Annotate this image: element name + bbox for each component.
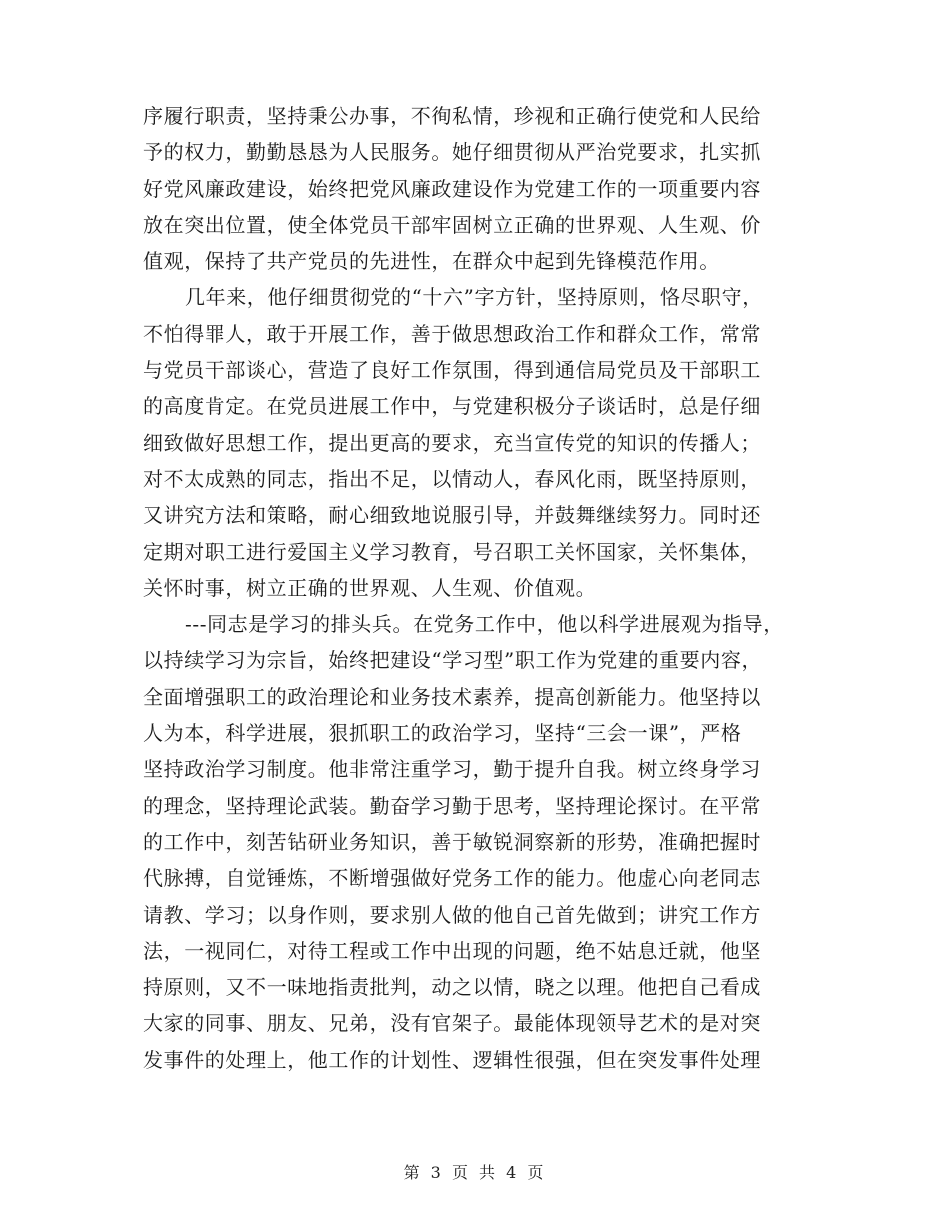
paragraph [143, 606, 833, 1078]
text-line: 与党员干部谈心，营造了良好工作氛围，得到通信局党员及干部职工 [143, 358, 761, 383]
text-line: 代脉搏，自觉锤炼，不断增强做好党务工作的能力。他虚心向老同志 [143, 866, 761, 891]
text-line: 不怕得罪人，敢于开展工作，善于做思想政治工作和群众工作，常常 [143, 321, 761, 346]
text-line: 放在突出位置，使全体党员干部牢固树立正确的世界观、人生观、价 [143, 212, 761, 237]
text-line: 大家的同事、朋友、兄弟，没有官架子。最能体现领导艺术的是对突 [143, 1011, 761, 1036]
text-line: 的工作中，刻苦钻研业务知识，善于敏锐洞察新的形势，准确把握时 [143, 829, 761, 854]
text-line: 关怀时事，树立正确的世界观、人生观、价值观。 [143, 575, 597, 600]
text-line: 细致做好思想工作，提出更高的要求，充当宣传党的知识的传播人； [143, 430, 761, 455]
text-line: 值观，保持了共产党员的先进性，在群众中起到先锋模范作用。 [143, 249, 720, 274]
text-line: 又讲究方法和策略，耐心细致地说服引导，并鼓舞继续努力。同时还 [143, 503, 761, 528]
text-line: 以持续学习为宗旨，始终把建设“学习型”职工作为党建的重要内容， [143, 648, 763, 673]
body-text [143, 98, 833, 1078]
paragraph [143, 279, 833, 606]
text-line: 几年来，他仔细贯彻党的“十六”字方针，坚持原则，恪尽职守， [185, 285, 763, 310]
text-line: 定期对职工进行爱国主义学习教育，号召职工关怀国家，关怀集体， [143, 539, 761, 564]
page-footer: 第 3 页 共 4 页 [403, 1163, 547, 1182]
text-line: 坚持政治学习制度。他非常注重学习，勤于提升自我。树立终身学习 [143, 757, 761, 782]
text-line: 请教、学习；以身作则，要求别人做的他自己首先做到；讲究工作方 [143, 902, 761, 927]
text-line: 对不太成熟的同志，指出不足，以情动人，春风化雨，既坚持原则， [143, 466, 761, 491]
text-line: 予的权力，勤勤恳恳为人民服务。她仔细贯彻从严治党要求，扎实抓 [143, 140, 761, 165]
text-line: 法，一视同仁，对待工程或工作中出现的问题，绝不姑息迁就，他坚 [143, 938, 761, 963]
text-line: 人为本，科学进展，狠抓职工的政治学习，坚持“三会一课”，严格 [143, 721, 742, 746]
text-line: 的高度肯定。在党员进展工作中，与党建积极分子谈话时，总是仔细 [143, 394, 761, 419]
paragraph [143, 98, 833, 279]
text-line: 全面增强职工的政治理论和业务技术素养，提高创新能力。他坚持以 [143, 684, 761, 709]
text-line: 发事件的处理上，他工作的计划性、逻辑性很强，但在突发事件处理 [143, 1047, 761, 1072]
text-line: 的理念，坚持理论武装。勤奋学习勤于思考，坚持理论探讨。在平常 [143, 793, 761, 818]
text-line: ---同志是学习的排头兵。在党务工作中，他以科学进展观为指导， [185, 612, 784, 637]
text-line: 序履行职责，坚持秉公办事，不徇私情，珍视和正确行使党和人民给 [143, 104, 761, 128]
text-line: 好党风廉政建设，始终把党风廉政建设作为党建工作的一项重要内容 [143, 176, 761, 201]
text-line: 持原则，又不一味地指责批判，动之以情，晓之以理。他把自己看成 [143, 975, 761, 1000]
